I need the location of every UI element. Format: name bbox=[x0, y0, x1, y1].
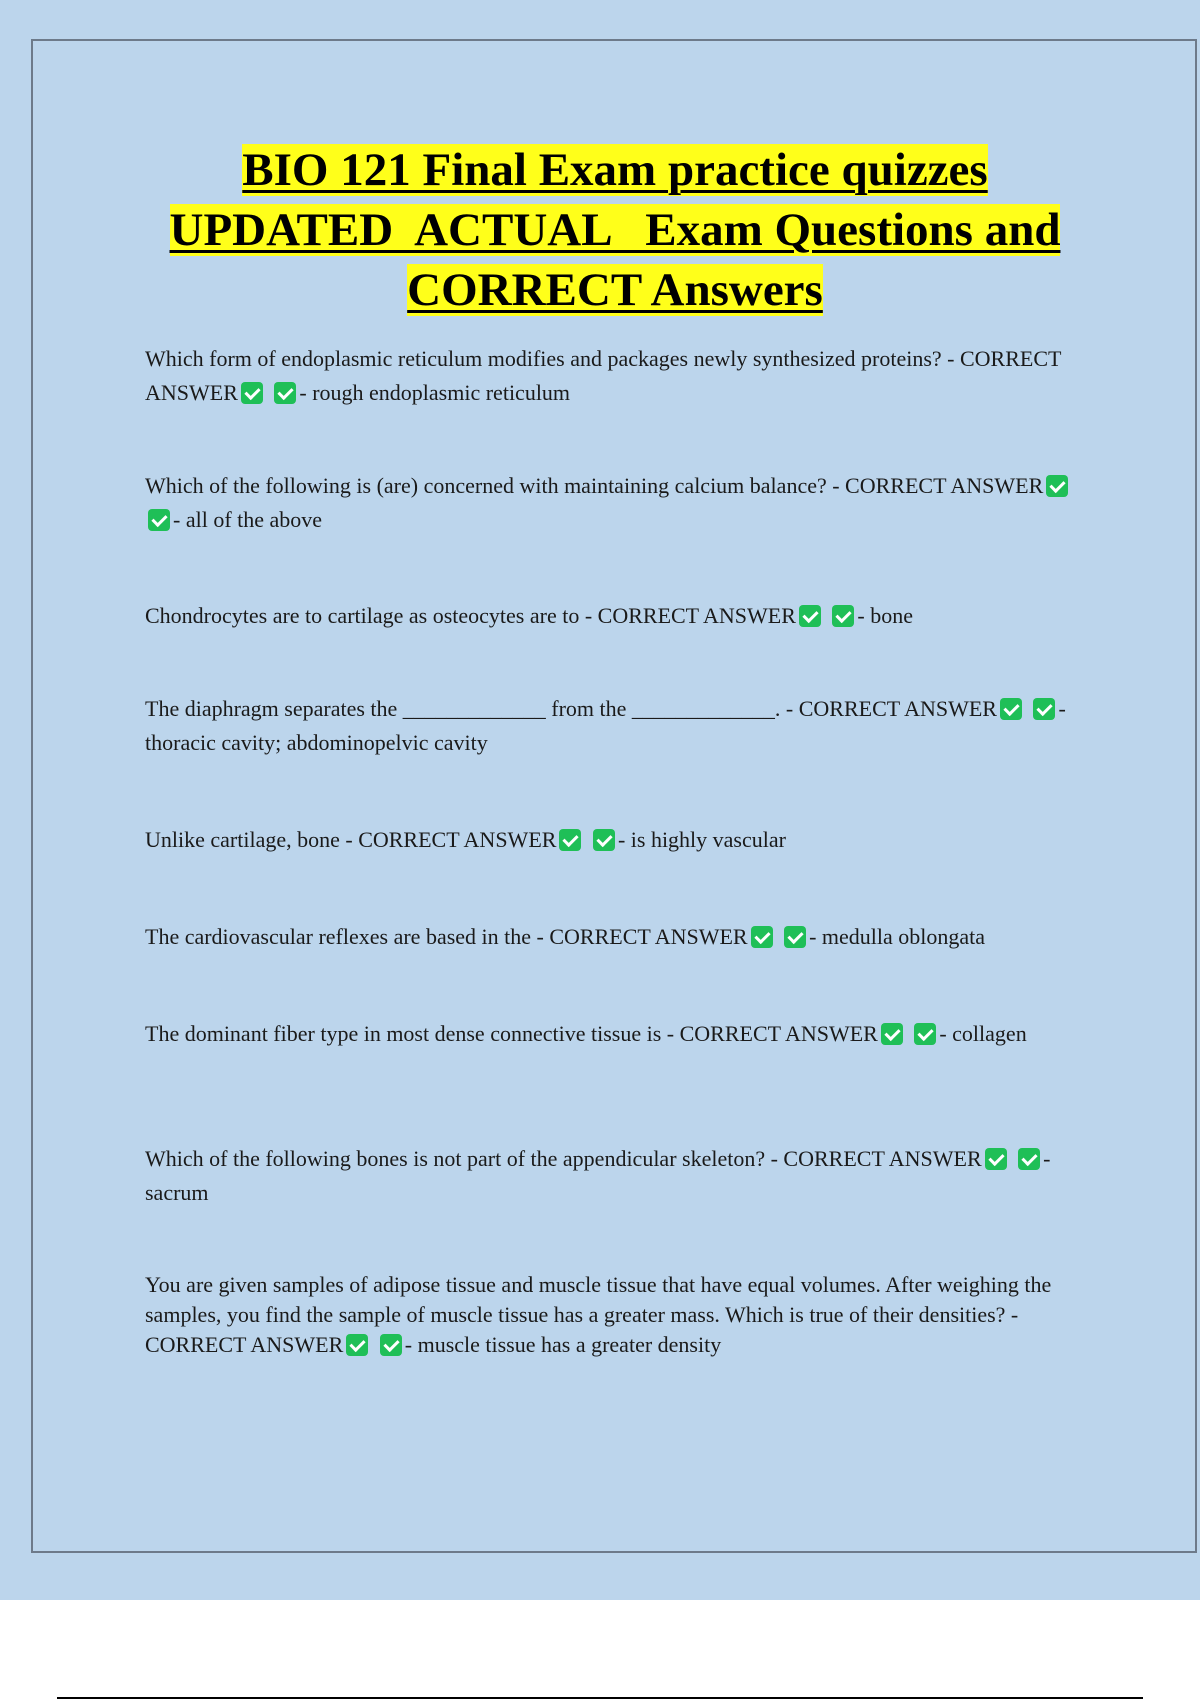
title-line-1: BIO 121 Final Exam practice quizzes bbox=[242, 144, 988, 196]
qa-item bbox=[145, 1142, 1085, 1210]
check-mark-icon bbox=[148, 509, 170, 531]
title-line-2: UPDATED ACTUAL Exam Questions and bbox=[169, 204, 1061, 256]
check-mark-icon bbox=[593, 829, 615, 851]
check-mark-icon bbox=[881, 1023, 903, 1045]
check-mark-icon bbox=[380, 1334, 402, 1356]
question-text: Which of the following is (are) concerned with maintaining calcium balance? - CORRECT ANSWER bbox=[145, 473, 1044, 498]
document-title bbox=[40, 140, 1190, 320]
qa-item bbox=[145, 692, 1085, 760]
check-mark-icon bbox=[559, 829, 581, 851]
answer-text: - rough endoplasmic reticulum bbox=[299, 380, 571, 405]
check-mark-icon bbox=[1033, 698, 1055, 720]
check-mark-icon bbox=[346, 1334, 368, 1356]
title-line-3: CORRECT Answers bbox=[407, 264, 823, 316]
question-text: Chondrocytes are to cartilage as osteocytes are to - CORRECT ANSWER bbox=[145, 603, 796, 628]
question-text: Unlike cartilage, bone - CORRECT ANSWER bbox=[145, 827, 557, 852]
qa-item bbox=[145, 599, 1085, 633]
question-text: Which form of endoplasmic reticulum modifies and packages newly synthesized proteins? - CORRECT ANSWER bbox=[145, 346, 1062, 405]
check-mark-icon bbox=[1018, 1148, 1040, 1170]
question-text: Which of the following bones is not part of the appendicular skeleton? - CORRECT ANSWER bbox=[145, 1146, 982, 1171]
qa-item bbox=[145, 823, 1085, 857]
check-mark-icon bbox=[1000, 698, 1022, 720]
answer-text: - bone bbox=[857, 603, 913, 628]
question-text: The cardiovascular reflexes are based in the - CORRECT ANSWER bbox=[145, 924, 748, 949]
check-mark-icon bbox=[914, 1023, 936, 1045]
question-text: The diaphragm separates the _____________ from the _____________. - CORRECT ANSWER bbox=[145, 696, 997, 721]
qa-item bbox=[145, 920, 1085, 954]
answer-text: - is highly vascular bbox=[617, 827, 786, 852]
check-mark-icon bbox=[241, 382, 263, 404]
answer-text: - thoracic cavity; abdominopelvic cavity bbox=[145, 696, 1066, 755]
qa-item bbox=[145, 342, 1085, 410]
qa-item bbox=[145, 1017, 1085, 1051]
check-mark-icon bbox=[985, 1148, 1007, 1170]
answer-text: - medulla oblongata bbox=[809, 924, 986, 949]
check-mark-icon bbox=[751, 926, 773, 948]
answer-text: - collagen bbox=[939, 1021, 1027, 1046]
check-mark-icon bbox=[274, 382, 296, 404]
answer-text: - sacrum bbox=[145, 1146, 1051, 1205]
answer-text: - muscle tissue has a greater density bbox=[404, 1332, 722, 1357]
footer-divider bbox=[57, 1697, 1143, 1699]
question-text: You are given samples of adipose tissue and muscle tissue that have equal volumes. After weighing the samples, you find the sample of muscle tissue has a greater mass. Which is true of their densities? - CORRECT ANSWER bbox=[145, 1272, 1052, 1357]
answer-text: - all of the above bbox=[173, 507, 323, 532]
question-text: The dominant fiber type in most dense connective tissue is - CORRECT ANSWER bbox=[145, 1021, 878, 1046]
check-mark-icon bbox=[1046, 475, 1068, 497]
check-mark-icon bbox=[832, 605, 854, 627]
qa-item bbox=[145, 1270, 1085, 1360]
qa-item bbox=[145, 469, 1085, 537]
check-mark-icon bbox=[799, 605, 821, 627]
check-mark-icon bbox=[784, 926, 806, 948]
